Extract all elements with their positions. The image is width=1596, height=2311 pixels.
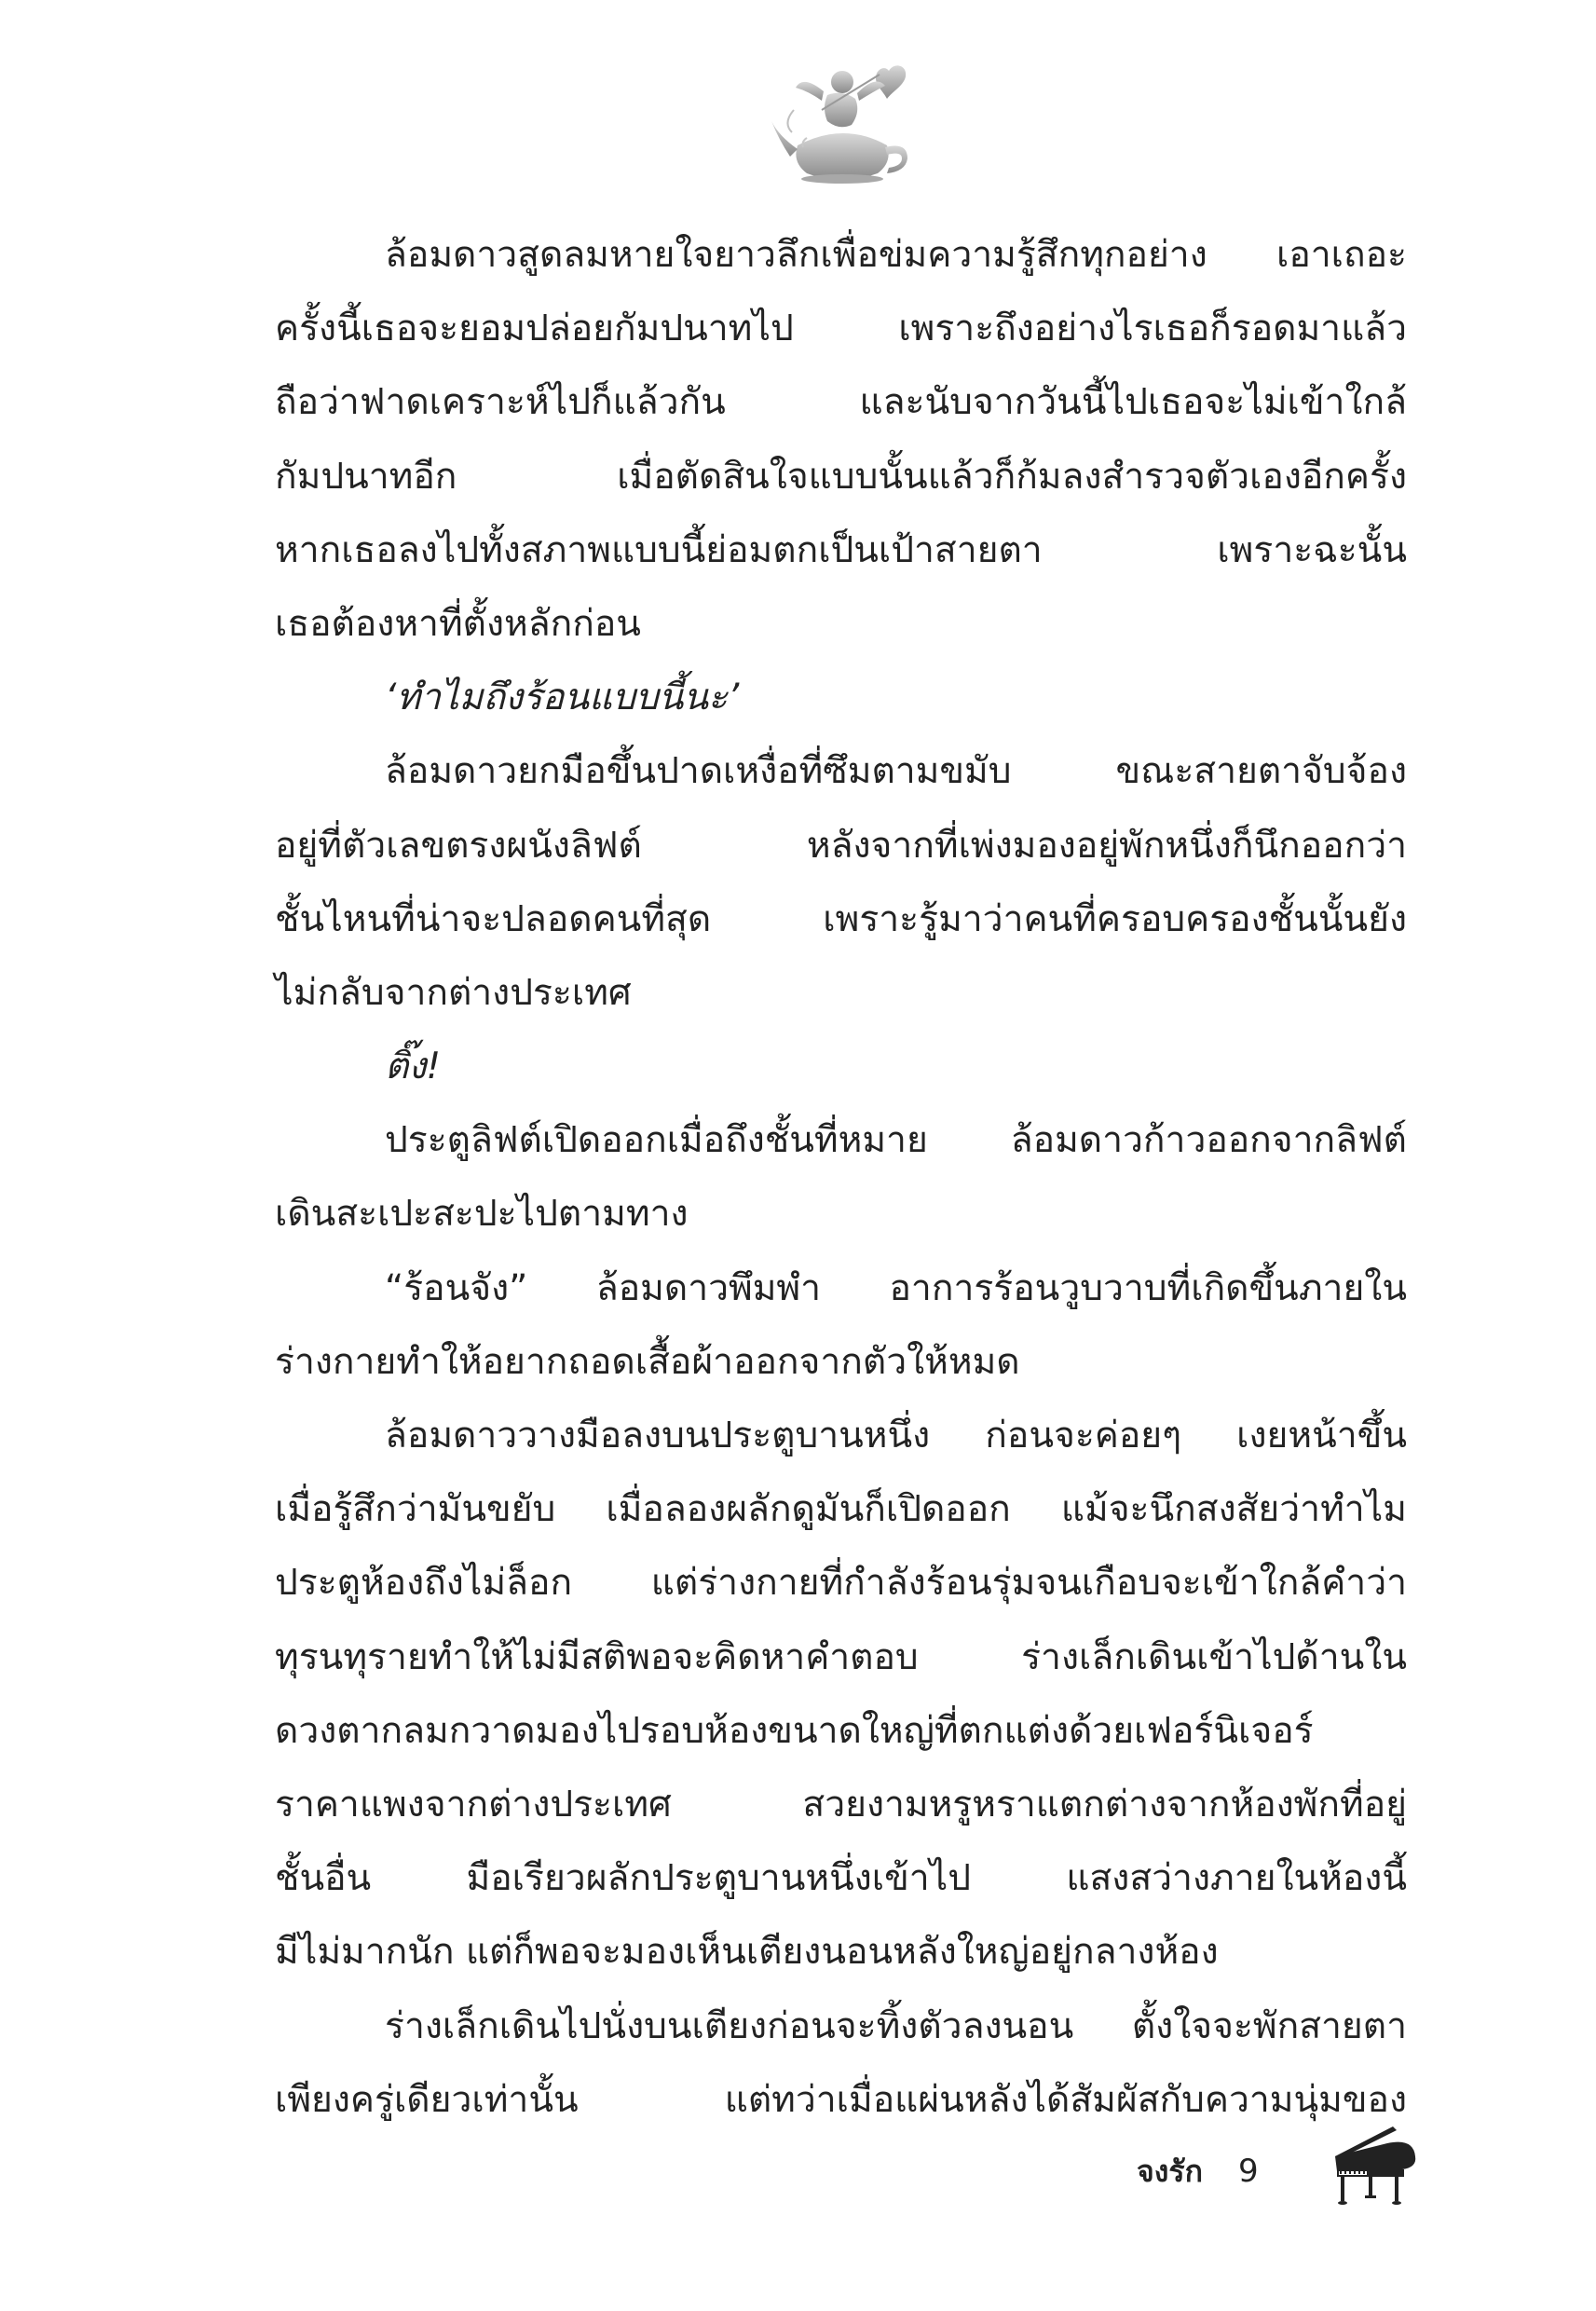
text-line: มีไม่มากนัก แต่ก็พอจะมองเห็นเตียงนอนหลังใหญ่อยู่กลางห้อง — [275, 1931, 1219, 1974]
text-line: ชั้นไหนที่น่าจะปลอดคนที่สุด เพราะรู้มาว่าคนที่ครอบครองชั้นนั้นยัง — [275, 897, 1407, 940]
text-line: กัมปนาทอีก เมื่อตัดสินใจแบบนั้นแล้วก็ก้มลงสำรวจตัวเองอีกครั้ง — [275, 455, 1407, 498]
page-footer — [1137, 2139, 1259, 2204]
text-line: ประตูห้องถึงไม่ล็อก แต่ร่างกายที่กำลังร้อนรุ่มจนเกือบจะเข้าใกล้คำว่า — [275, 1562, 1407, 1605]
text-line: ติ๊ง! — [385, 1046, 442, 1088]
book-title: จงรัก — [1137, 2153, 1203, 2189]
text-line: ไม่กลับจากต่างประเทศ — [275, 971, 632, 1014]
text-line: ‘ทำไมถึงร้อนแบบนี้นะ’ — [385, 677, 740, 719]
text-line: ครั้งนี้เธอจะยอมปล่อยกัมปนาทไป เพราะถึงอย่างไรเธอก็รอดมาแล้ว — [275, 308, 1407, 350]
text-line: ร่างเล็กเดินไปนั่งบนเตียงก่อนจะทิ้งตัวลงนอน ตั้งใจจะพักสายตา — [385, 2004, 1407, 2047]
text-line: เธอต้องหาที่ตั้งหลักก่อน — [275, 602, 641, 645]
grand-piano-icon — [1328, 2123, 1421, 2207]
text-line: ล้อมดาววางมือลงบนประตูบานหนึ่ง ก่อนจะค่อยๆ เงยหน้าขึ้น — [385, 1415, 1407, 1456]
text-line: ชั้นอื่น มือเรียวผลักประตูบานหนึ่งเข้าไป แสงสว่างภายในห้องนี้ — [275, 1857, 1407, 1900]
text-line: ถือว่าฟาดเคราะห์ไปก็แล้วกัน และนับจากวันนี้ไปเธอจะไม่เข้าใกล้ — [275, 381, 1407, 424]
text-line: ดวงตากลมกวาดมองไปรอบห้องขนาดใหญ่ที่ตกแต่งด้วยเฟอร์นิเจอร์ — [275, 1709, 1314, 1752]
text-line: ล้อมดาวยกมือขึ้นปาดเหงื่อที่ซึมตามขมับ ขณะสายตาจับจ้อง — [385, 750, 1407, 793]
text-line: ร่างกายทำให้อยากถอดเสื้อผ้าออกจากตัวให้หมด — [275, 1340, 1020, 1383]
text-line: อยู่ที่ตัวเลขตรงผนังลิฟต์ หลังจากที่เพ่งมองอยู่พักหนึ่งก็นึกออกว่า — [275, 824, 1407, 867]
page-number: 9 — [1237, 2153, 1259, 2190]
text-line: หากเธอลงไปทั้งสภาพแบบนี้ย่อมตกเป็นเป้าสายตา เพราะฉะนั้น — [275, 528, 1407, 571]
body-text — [275, 218, 1407, 2137]
text-line: “ร้อนจัง” ล้อมดาวพึมพำ อาการร้อนวูบวาบที่เกิดขึ้นภายใน — [385, 1266, 1407, 1309]
text-line: เดินสะเปะสะปะไปตามทาง — [275, 1193, 689, 1236]
text-line: ล้อมดาวสูดลมหายใจยาวลึกเพื่อข่มความรู้สึกทุกอย่าง เอาเถอะ — [385, 234, 1407, 276]
text-line: ราคาแพงจากต่างประเทศ สวยงามหรูหราแตกต่างจากห้องพักที่อยู่ — [275, 1783, 1407, 1826]
text-line: เพียงครู่เดียวเท่านั้น แต่ทว่าเมื่อแผ่นหลังได้สัมผัสกับความนุ่มของ — [275, 2078, 1407, 2121]
text-line: ทุรนทุรายทำให้ไม่มีสติพอจะคิดหาคำตอบ ร่างเล็กเดินเข้าไปด้านใน — [275, 1635, 1407, 1678]
text-line: ประตูลิฟต์เปิดออกเมื่อถึงชั้นที่หมาย ล้อมดาวก้าวออกจากลิฟต์ — [385, 1119, 1407, 1162]
cupid-teapot-icon — [770, 54, 919, 194]
text-line: เมื่อรู้สึกว่ามันขยับ เมื่อลองผลักดูมันก็เปิดออก แม้จะนึกสงสัยว่าทำไม — [275, 1488, 1407, 1531]
